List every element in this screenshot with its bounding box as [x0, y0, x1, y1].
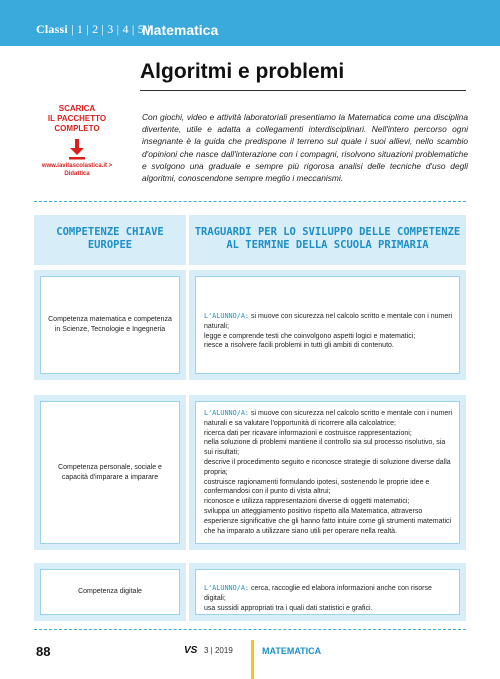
header-traguardi-line2: AL TERMINE DELLA SCUOLA PRIMARIA	[226, 239, 429, 251]
footer-accent-bar	[251, 640, 254, 679]
row2-line-5: costruisce ragionamenti formulando ipotesi, sostenendo le proprie idee e confermandosi con il punto di vista altrui;	[204, 478, 430, 496]
row3-traguardi	[195, 569, 460, 615]
row2-line-4: descrive il procedimento seguito e riconosce strategie di soluzione diverse dalla propria;	[204, 458, 451, 476]
header-bar	[0, 0, 500, 46]
row1-traguardi	[195, 276, 460, 374]
row1-alunno-label: L'ALUNNO/A:	[204, 312, 250, 320]
download-package-link[interactable]	[34, 104, 120, 178]
download-label-2: IL PACCHETTO	[47, 114, 107, 123]
row2-competenza-text: Competenza personale, sociale e capacità d'imparare a imparare	[58, 463, 162, 481]
row3-line-2: usa sussidi appropriati tra i quali dati statistici e grafici.	[204, 604, 373, 612]
page-number: 88	[36, 644, 51, 659]
row3-competenza	[40, 569, 180, 615]
issue-number: 3 | 2019	[204, 646, 233, 655]
title-divider	[140, 90, 466, 91]
row3-left-cell	[34, 563, 186, 621]
section-divider-bottom	[34, 629, 466, 630]
row2-competenza	[40, 401, 180, 544]
row3-competenza-text: Competenza digitale	[78, 588, 142, 595]
row2-line-2: ricerca dati per ricavare informazioni e costruisce rappresentazioni;	[204, 429, 412, 437]
header-competenze-cell	[34, 215, 186, 265]
download-label-3: COMPLETO	[54, 124, 100, 133]
header-traguardi-line1: TRAGUARDI PER LO SVILUPPO DELLE COMPETENZE	[194, 226, 461, 238]
row2-line-7: sviluppa un atteggiamento positivo rispetto alla Matematica, attraverso esperienze significative che gli hanno fatto intuire come gli strumenti matematici che ha imparato a utilizzare siano utili per operare nella realtà.	[204, 507, 452, 535]
row3-line-1: cerca, raccoglie ed elabora informazioni anche con risorse digitali;	[204, 585, 432, 602]
row2-line-3: nella soluzione di problemi mantiene il controllo sia sul processo risolutivo, sia sui risultati;	[204, 439, 446, 457]
download-label-1: SCARICA	[58, 104, 96, 113]
header-competenze-line2: EUROPEE	[87, 239, 133, 251]
row2-left-cell	[34, 395, 186, 550]
row2-right-cell	[189, 395, 466, 550]
header-subject: Matematica	[142, 22, 219, 38]
magazine-logo: VS	[184, 645, 198, 656]
row1-line-2: legge e comprende testi che coinvolgono aspetti logici e matematici;	[204, 332, 416, 340]
row1-line-1: si muove con sicurezza nel calcolo scritto e mentale con i numeri naturali;	[204, 313, 453, 330]
download-url-section[interactable]: Didattica	[64, 171, 90, 177]
row1-line-3: riesce a risolvere facili problemi in tutti gli ambiti di contenuto.	[204, 342, 394, 350]
download-arrow-icon	[67, 138, 87, 160]
row1-right-cell	[189, 270, 466, 380]
row2-traguardi	[195, 401, 460, 544]
row3-alunno-label: L'ALUNNO/A:	[204, 584, 250, 592]
row1-left-cell	[34, 270, 186, 380]
row1-competenza-text: Competenza matematica e competenza in Scienze, Tecnologie e Ingegneria	[48, 316, 172, 333]
footer-subject: MATEMATICA	[262, 646, 322, 656]
section-divider-top	[34, 201, 466, 202]
row2-line-6: riconosce e utilizza rappresentazioni diverse di oggetti matematici;	[204, 498, 410, 506]
row2-line-1: si muove con sicurezza nel calcolo scritto e mentale con i numeri naturali e sa valutare l'opportunità di ricorrere alla calcolatrice;	[204, 410, 453, 427]
intro-paragraph: Con giochi, video e attività laboratoriali presentiamo la Matematica come una disciplina divertente, utile e adatta a collegamenti interdisciplinari. Nell'intero percorso ogni insegnante è la guida che predispone il terreno sul quale i suoi allievi, nello scambio d'opinioni che nasce dall'interazione con i compagni, risolvono situazioni problematiche e svolgono una graduale e sempre più rigorosa analisi delle tecniche d'uso degli algoritmi, conoscendone sempre meglio i meccanismi.	[142, 112, 468, 184]
header-competenze-line1: COMPETENZE CHIAVE	[56, 226, 164, 238]
row2-alunno-label: L'ALUNNO/A:	[204, 409, 250, 417]
download-url[interactable]: www.lavitascolastica.it >	[41, 163, 113, 169]
classi-indicator: Classi | 1 | 2 | 3 | 4 | 5 |	[36, 22, 150, 36]
header-traguardi-cell	[189, 215, 466, 265]
row1-competenza	[40, 276, 180, 374]
row3-right-cell	[189, 563, 466, 621]
page-title: Algoritmi e problemi	[140, 60, 345, 83]
